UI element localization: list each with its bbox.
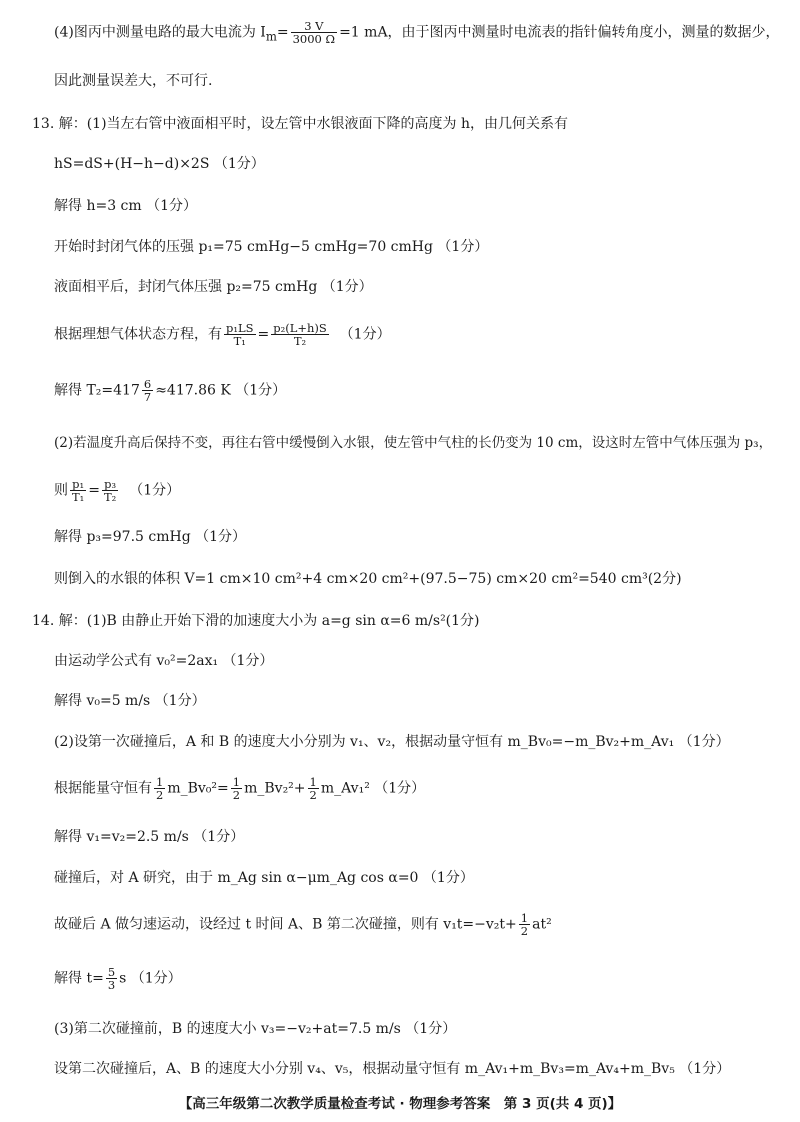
text: = bbox=[88, 482, 101, 499]
denominator: 2 bbox=[520, 924, 529, 938]
text: = bbox=[257, 326, 270, 343]
result-t-line bbox=[54, 966, 182, 991]
momentum-second-line: 设第二次碰撞后，A、B 的速度大小分别 v₄、v₅，根据动量守恒有 m_Av₁+m_Bv₃=m_Av₄+m_Bv₅ （1分） bbox=[54, 1061, 731, 1077]
denominator: 2 bbox=[309, 788, 317, 802]
text: 解得 T₂=417 bbox=[54, 382, 140, 399]
result-p3-line: 解得 p₃=97.5 cmHg （1分） bbox=[54, 529, 247, 545]
page-footer: 【高三年级第二次教学质量检查考试 · 物理参考答案 第 3 页(共 4 页)】 bbox=[178, 1096, 622, 1112]
denominator: 3000 Ω bbox=[292, 32, 336, 46]
fraction bbox=[271, 322, 329, 347]
text: （1分） bbox=[339, 326, 391, 343]
numerator: p₁ bbox=[70, 478, 86, 491]
momentum-line: (2)设第一次碰撞后，A 和 B 的速度大小分别为 v₁、v₂，根据动量守恒有 m_Bv₀=−m_Bv₂+m_Av₁ （1分） bbox=[54, 734, 730, 750]
text: （1分） bbox=[129, 482, 181, 499]
text: m_Bv₀²= bbox=[167, 780, 229, 797]
denominator: 3 bbox=[107, 978, 116, 992]
text: 故碰后 A 做匀速运动，设经过 t 时间 A、B 第二次碰撞，则有 v₁t=−v₂t+ bbox=[54, 916, 517, 933]
denominator: 7 bbox=[143, 390, 152, 404]
text: = bbox=[276, 24, 289, 41]
fraction bbox=[106, 966, 117, 991]
part2-line: (2)若温度升高后保持不变，再往右管中缓慢倒入水银，使左管中气柱的长仍变为 10 cm，设这时左管中气体压强为 p₃， bbox=[54, 435, 773, 451]
numerator: 1 bbox=[232, 775, 241, 789]
numerator: p₂(L+h)S bbox=[273, 321, 327, 335]
line-conclusion: 因此测量误差大，不可行. bbox=[54, 73, 213, 89]
second-collision-line bbox=[54, 912, 552, 937]
denominator: 2 bbox=[156, 788, 164, 802]
result-v1-v2-line: 解得 v₁=v₂=2.5 m/s （1分） bbox=[54, 829, 245, 845]
fraction bbox=[519, 912, 530, 937]
fraction bbox=[70, 478, 86, 503]
denominator: T₁ bbox=[233, 334, 246, 348]
text: s （1分） bbox=[119, 970, 182, 987]
text: at² bbox=[532, 916, 552, 933]
numerator: p₁LS bbox=[226, 321, 254, 335]
denominator: T₁ bbox=[72, 490, 85, 504]
text: 根据能量守恒有 bbox=[54, 780, 152, 797]
text: 根据理想气体状态方程，有 bbox=[54, 326, 222, 343]
kinematics-line: 由运动学公式有 v₀²=2ax₁ （1分） bbox=[54, 653, 274, 669]
fraction bbox=[308, 776, 319, 801]
text: 则 bbox=[54, 482, 68, 499]
pressure-p1-line: 开始时封闭气体的压强 p₁=75 cmHg−5 cmHg=70 cmHg （1分） bbox=[54, 239, 489, 255]
gas-law-line bbox=[54, 322, 391, 347]
text: 解得 t= bbox=[54, 970, 104, 987]
text: m_Av₁² （1分） bbox=[320, 780, 426, 797]
numerator: 1 bbox=[520, 911, 529, 925]
numerator: p₃ bbox=[102, 478, 118, 491]
numerator: 1 bbox=[309, 775, 317, 789]
numerator: 1 bbox=[156, 775, 164, 789]
subscript: m bbox=[265, 29, 277, 44]
result-line: 解得 h=3 cm （1分） bbox=[54, 198, 198, 214]
text: m_Bv₂²+ bbox=[244, 780, 306, 797]
force-analysis-line: 碰撞后，对 A 研究，由于 m_Ag sin α−μm_Ag cos α=0 （1分） bbox=[54, 870, 474, 886]
energy-line bbox=[54, 776, 425, 801]
text: ≈417.86 K （1分） bbox=[155, 382, 287, 399]
denominator: T₂ bbox=[293, 334, 307, 348]
fraction bbox=[291, 20, 337, 45]
fraction bbox=[154, 776, 165, 801]
equation-line: hS=dS+(H−h−d)×2S （1分） bbox=[54, 156, 265, 172]
fraction bbox=[231, 776, 242, 801]
result-v0-line: 解得 v₀=5 m/s （1分） bbox=[54, 693, 206, 709]
pressure-p2-line: 液面相平后，封闭气体压强 p₂=75 cmHg （1分） bbox=[54, 279, 373, 295]
part3-line: (3)第二次碰撞前，B 的速度大小 v₃=−v₂+at=7.5 m/s （1分） bbox=[54, 1021, 457, 1037]
text: =1 mA，由于图丙中测量时电流表的指针偏转角度小，测量的数据少， bbox=[339, 24, 780, 41]
denominator: T₂ bbox=[104, 490, 117, 504]
text: (4)图丙中测量电路的最大电流为 I bbox=[54, 24, 266, 41]
line-max-current bbox=[54, 20, 780, 47]
volume-line: 则倒入的水银的体积 V=1 cm×10 cm²+4 cm×20 cm²+(97.5−75) cm×20 cm²=540 cm³(2分) bbox=[54, 571, 682, 587]
denominator: 2 bbox=[232, 788, 241, 802]
q14-heading: 14. 解：(1)B 由静止开始下滑的加速度大小为 a=g sin α=6 m/s²(1分) bbox=[32, 613, 480, 629]
fraction bbox=[142, 378, 153, 403]
ratio-line bbox=[54, 478, 180, 503]
numerator: 5 bbox=[107, 965, 116, 979]
numerator: 3 V bbox=[291, 20, 337, 33]
temperature-result-line bbox=[54, 378, 286, 403]
numerator: 6 bbox=[143, 377, 152, 391]
q13-heading: 13. 解：(1)当左右管中液面相平时，设左管中水银液面下降的高度为 h，由几何关系有 bbox=[32, 116, 569, 132]
fraction bbox=[224, 322, 256, 347]
fraction bbox=[102, 478, 118, 503]
